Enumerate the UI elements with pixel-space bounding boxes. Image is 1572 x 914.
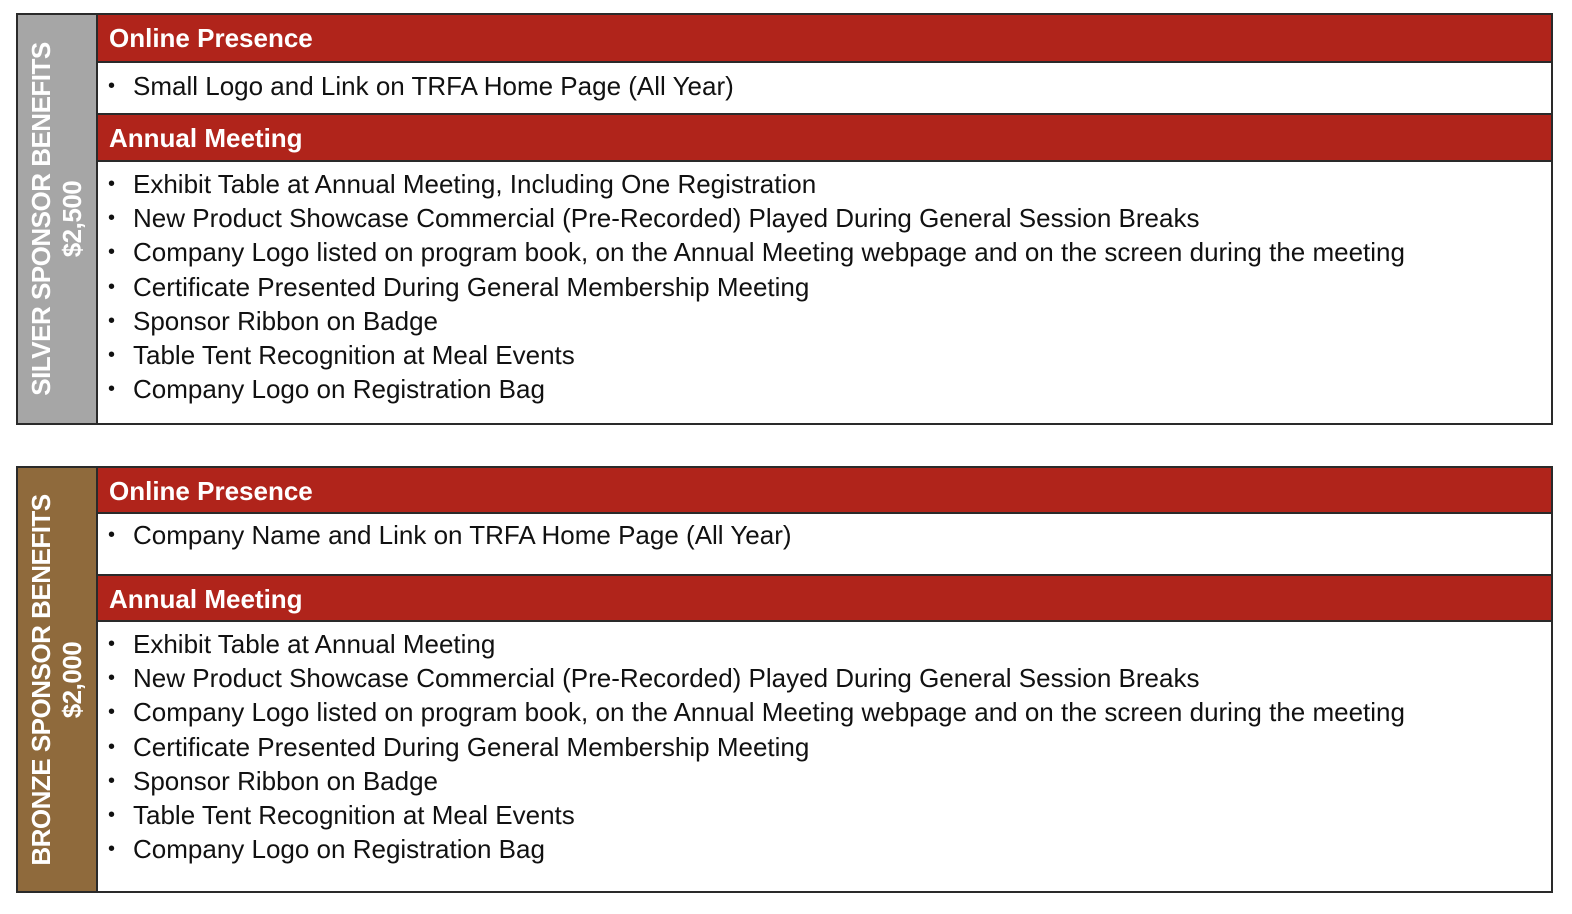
silver-annual-meeting-header: Annual Meeting bbox=[98, 113, 1551, 162]
bullet-icon: • bbox=[108, 344, 116, 367]
bullet-icon: • bbox=[108, 524, 116, 546]
list-item bbox=[108, 832, 1551, 866]
bronze-benefits-content bbox=[98, 468, 1551, 891]
bronze-annual-meeting-list bbox=[98, 622, 1551, 891]
list-item bbox=[108, 167, 1551, 201]
bullet-icon: • bbox=[108, 309, 116, 332]
list-item-text: New Product Showcase Commercial (Pre-Recorded) Played During General Session Breaks bbox=[133, 663, 1200, 694]
bronze-tier-price: $2,000 bbox=[57, 641, 87, 718]
bullet-icon: • bbox=[108, 804, 116, 827]
bronze-sponsor-benefits-panel bbox=[16, 466, 1553, 893]
list-item-text: Certificate Presented During General Membership Meeting bbox=[133, 271, 810, 302]
bullet-icon: • bbox=[108, 633, 116, 655]
list-item bbox=[108, 69, 1551, 103]
bronze-annual-meeting-header: Annual Meeting bbox=[98, 574, 1551, 622]
silver-side-label-bar bbox=[18, 15, 98, 423]
list-item-text: Certificate Presented During General Membership Meeting bbox=[133, 731, 810, 762]
list-item bbox=[108, 661, 1551, 695]
bullet-icon: • bbox=[108, 207, 116, 230]
list-item bbox=[108, 764, 1551, 798]
list-item-text: Exhibit Table at Annual Meeting bbox=[133, 629, 496, 659]
list-item bbox=[108, 201, 1551, 235]
bullet-icon: • bbox=[108, 769, 116, 792]
list-item-text: Sponsor Ribbon on Badge bbox=[133, 765, 439, 796]
list-item bbox=[108, 730, 1551, 764]
list-item-text: Company Logo on Registration Bag bbox=[133, 834, 545, 865]
bronze-online-presence-list bbox=[98, 514, 1551, 574]
list-item bbox=[108, 627, 1551, 661]
bronze-side-label bbox=[26, 494, 88, 865]
list-item-text: Small Logo and Link on TRFA Home Page (All Year) bbox=[133, 71, 734, 101]
bullet-icon: • bbox=[108, 241, 116, 264]
list-item bbox=[108, 695, 1551, 729]
list-item-text: Company Logo listed on program book, on the Annual Meeting webpage and on the screen during the meeting bbox=[133, 237, 1405, 268]
bullet-icon: • bbox=[108, 667, 116, 690]
bronze-tier-title: BRONZE SPONSOR BENEFITS bbox=[26, 493, 56, 866]
list-item bbox=[108, 798, 1551, 832]
bullet-icon: • bbox=[108, 701, 116, 724]
bullet-icon: • bbox=[108, 378, 116, 401]
silver-benefits-content bbox=[98, 15, 1551, 423]
silver-side-label bbox=[26, 42, 88, 396]
list-item-text: Exhibit Table at Annual Meeting, Including One Registration bbox=[133, 169, 817, 199]
list-item-text: Sponsor Ribbon on Badge bbox=[133, 305, 439, 336]
list-item bbox=[108, 270, 1551, 304]
list-item-text: Company Logo listed on program book, on the Annual Meeting webpage and on the screen during the meeting bbox=[133, 697, 1405, 728]
list-item-text: Company Name and Link on TRFA Home Page (All Year) bbox=[133, 520, 792, 550]
bullet-icon: • bbox=[108, 275, 116, 298]
silver-tier-title: SILVER SPONSOR BENEFITS bbox=[26, 42, 56, 396]
silver-online-presence-list bbox=[98, 63, 1551, 113]
list-item bbox=[108, 518, 1551, 552]
silver-tier-price: $2,500 bbox=[57, 180, 87, 258]
bullet-icon: • bbox=[108, 838, 116, 861]
list-item-text: Company Logo on Registration Bag bbox=[133, 374, 545, 405]
list-item bbox=[108, 338, 1551, 372]
list-item bbox=[108, 235, 1551, 269]
list-item-text: Table Tent Recognition at Meal Events bbox=[133, 800, 575, 831]
bronze-online-presence-header: Online Presence bbox=[98, 468, 1551, 514]
silver-online-presence-header: Online Presence bbox=[98, 15, 1551, 63]
list-item-text: New Product Showcase Commercial (Pre-Recorded) Played During General Session Breaks bbox=[133, 203, 1200, 234]
list-item bbox=[108, 304, 1551, 338]
bronze-side-label-bar bbox=[18, 468, 98, 891]
silver-annual-meeting-list bbox=[98, 162, 1551, 423]
list-item-text: Table Tent Recognition at Meal Events bbox=[133, 340, 575, 371]
silver-sponsor-benefits-panel bbox=[16, 13, 1553, 425]
bullet-icon: • bbox=[108, 173, 116, 195]
list-item bbox=[108, 372, 1551, 406]
bullet-icon: • bbox=[108, 735, 116, 758]
bullet-icon: • bbox=[108, 75, 116, 97]
